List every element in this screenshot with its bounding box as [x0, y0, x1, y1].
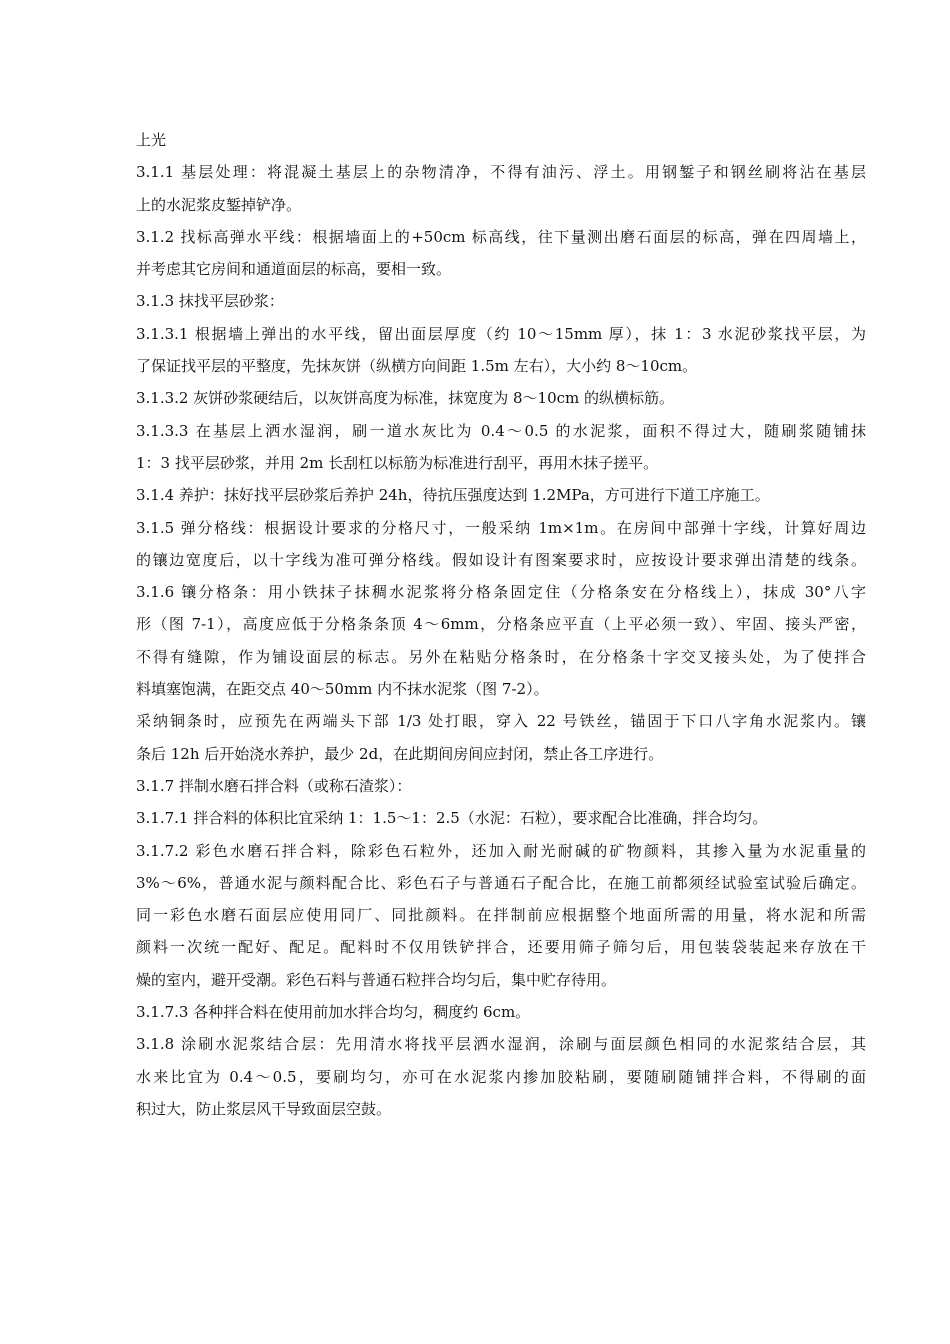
text-line: 形（图 7-1），高度应低于分格条条顶 4～6mm，分格条应平直（上平必须一致）、牢固、接头严密， — [136, 615, 866, 634]
text-line: 采纳铜条时，应预先在两端头下部 1/3 处打眼，穿入 22 号铁丝，锚固于下口八字角水泥浆内。镶 — [136, 712, 866, 731]
document-body — [136, 124, 866, 1125]
text-line: 3.1.7.1 拌合料的体积比宜采纳 1：1.5～1：2.5（水泥：石粒），要求配合比准确，拌合均匀。 — [136, 809, 768, 828]
text-line: 3.1.7 拌制水磨石拌合料（或称石渣浆）： — [136, 776, 412, 795]
text-line: 料填塞饱满，在距交点 40～50mm 内不抹水泥浆（图 7-2）。 — [136, 680, 549, 699]
text-line: 燥的室内，避开受潮。彩色石料与普通石粒拌合均匀后，集中贮存待用。 — [136, 970, 617, 989]
text-line: 积过大，防止浆层风干导致面层空鼓。 — [136, 1099, 392, 1118]
text-line: 3.1.8 涂刷水泥浆结合层：先用清水将找平层洒水湿润，涂刷与面层颜色相同的水泥浆结合层，其 — [136, 1035, 866, 1054]
text-line: 3.1.4 养护：抹好找平层砂浆后养护 24h，待抗压强度达到 1.2MPa，方可进行下道工序施工。 — [136, 486, 770, 505]
text-line: 3.1.5 弹分格线：根据设计要求的分格尺寸，一般采纳 1m×1m。在房间中部弹十字线，计算好周边 — [136, 518, 866, 537]
text-line: 了保证找平层的平整度，先抹灰饼（纵横方向间距 1.5m 左右），大小约 8～10cm。 — [136, 357, 698, 376]
text-line: 的镶边宽度后，以十字线为准可弹分格线。假如设计有图案要求时，应按设计要求弹出清楚的线条。 — [136, 550, 866, 569]
text-line: 3.1.3 抹找平层砂浆： — [136, 292, 284, 311]
text-line-heading: 上光 — [136, 131, 167, 149]
text-line: 上的水泥浆皮錾掉铲净。 — [136, 195, 302, 214]
text-line: 1：3 找平层砂浆，并用 2m 长刮杠以标筋为标准进行刮平，再用木抹子搓平。 — [136, 453, 659, 472]
text-line: 3.1.3.2 灰饼砂浆硬结后，以灰饼高度为标准，抹宽度为 8～10cm 的纵横标筋。 — [136, 389, 675, 408]
text-line: 并考虑其它房间和通道面层的标高，要相一致。 — [136, 260, 452, 279]
text-line: 3.1.1 基层处理：将混凝土基层上的杂物清净，不得有油污、浮土。用钢錾子和钢丝刷将沾在基层 — [136, 163, 866, 182]
text-line: 3.1.3.1 根据墙上弹出的水平线，留出面层厚度（约 10～15mm 厚），抹 1：3 水泥砂浆找平层，为 — [136, 324, 866, 343]
text-line: 颜料一次统一配好、配足。配料时不仅用铁铲拌合，还要用筛子筛匀后，用包装袋装起来存放在干 — [136, 938, 866, 957]
text-line: 条后 12h 后开始浇水养护，最少 2d，在此期间房间应封闭，禁止各工序进行。 — [136, 744, 664, 763]
text-line: 3.1.7.2 彩色水磨石拌合料，除彩色石粒外，还加入耐光耐碱的矿物颜料，其掺入量为水泥重量的 — [136, 841, 866, 860]
text-line: 3.1.6 镶分格条：用小铁抹子抹稠水泥浆将分格条固定住（分格条安在分格线上），抹成 30°八字 — [136, 583, 866, 602]
text-line: 同一彩色水磨石面层应使用同厂、同批颜料。在拌制前应根据整个地面所需的用量，将水泥和所需 — [136, 906, 866, 925]
text-line: 3%～6%，普通水泥与颜料配合比、彩色石子与普通石子配合比，在施工前都须经试验室试验后确定。 — [136, 873, 866, 892]
text-line: 3.1.3.3 在基层上洒水湿润，刷一道水灰比为 0.4～0.5 的水泥浆，面积不得过大，随刷浆随铺抹 — [136, 421, 866, 440]
text-line: 3.1.7.3 各种拌合料在使用前加水拌合均匀，稠度约 6cm。 — [136, 1003, 531, 1022]
text-line: 不得有缝隙，作为铺设面层的标志。另外在粘贴分格条时，在分格条十字交叉接头处，为了使拌合 — [136, 647, 866, 666]
text-line: 水来比宜为 0.4～0.5，要刷均匀，亦可在水泥浆内掺加胶粘刷，要随刷随铺拌合料，不得刷的面 — [136, 1067, 866, 1086]
text-line: 3.1.2 找标高弹水平线：根据墙面上的+50cm 标高线，往下量测出磨石面层的标高，弹在四周墙上， — [136, 227, 866, 246]
